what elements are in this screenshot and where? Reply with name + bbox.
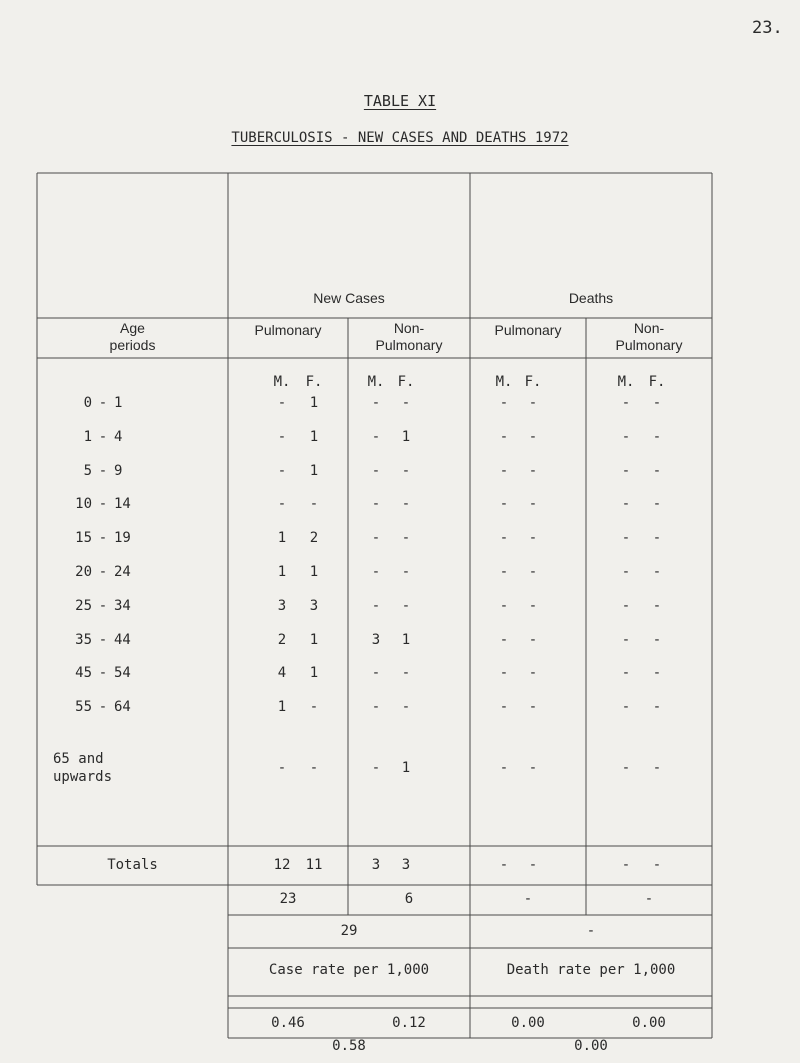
table-cell: - [499,395,509,411]
header-m: M. [617,374,635,390]
age-from: 45 [75,665,92,681]
age-dash: - [98,429,108,445]
table-cell: - [652,699,662,715]
grand-total-deaths: - [586,923,596,939]
table-title: TABLE XI [363,92,437,110]
age-from: 25 [75,598,92,614]
header-age: Age [120,320,145,336]
table-cell: - [621,699,631,715]
header-death-pulmonary: Pulmonary [494,322,562,338]
age-period [60,632,170,648]
table-cell: - [621,429,631,445]
table-cell: 3 [371,632,381,648]
age-dash: - [98,632,108,648]
table-cell: 1 [309,429,319,445]
table-cell: - [652,665,662,681]
table-cell: - [528,463,538,479]
table-cell: - [652,429,662,445]
subtotal-new-non-pulmonary: 6 [404,891,414,907]
age-to: 64 [114,699,131,715]
table-cell: - [499,429,509,445]
table-cell: 2 [309,530,319,546]
table-cell: 2 [277,632,287,648]
totals-cell: 12 [273,857,291,873]
table-cell: - [652,564,662,580]
table-cell: - [528,665,538,681]
table-cell: - [652,395,662,411]
table-cell: - [652,530,662,546]
header-f: F. [648,374,666,390]
age-dash: - [98,463,108,479]
table-cell: - [371,496,381,512]
age-period [60,530,170,546]
table-cell: - [309,496,319,512]
table-cell: 1 [309,463,319,479]
age-dash: - [98,699,108,715]
table-cell: - [621,463,631,479]
header-new-cases: New Cases [313,290,385,306]
table-cell: 3 [309,598,319,614]
table-cell: - [528,395,538,411]
table-cell: - [371,760,381,776]
table-cell: - [401,699,411,715]
header-f: F. [397,374,415,390]
age-to: 44 [114,632,131,648]
table-cell: - [528,598,538,614]
header-new-non: Non- [393,320,425,336]
age-to: 54 [114,665,131,681]
table-cell: - [371,564,381,580]
table-cell: - [499,699,509,715]
table-cell: - [621,564,631,580]
death-rate-label: Death rate per 1,000 [506,962,676,978]
case-rate-total: 0.58 [332,1038,366,1054]
age-dash: - [98,598,108,614]
age-period [60,665,170,681]
table-cell: - [401,395,411,411]
table-cell: - [528,632,538,648]
table-cell: - [499,632,509,648]
grand-total-new-cases: 29 [340,923,358,939]
age-to: 4 [114,429,123,445]
age-from: 1 [83,429,92,445]
table-cell: - [401,496,411,512]
age-dash: - [98,564,108,580]
table-cell: - [652,760,662,776]
table-cell: 4 [277,665,287,681]
totals-label: Totals [107,857,158,873]
age-to: 24 [114,564,131,580]
header-new-non-pulmonary: Pulmonary [375,337,443,353]
table-cell: - [277,429,287,445]
table-subtitle: TUBERCULOSIS - NEW CASES AND DEATHS 1972 [231,130,569,146]
age-from: 20 [75,564,92,580]
table-cell: - [621,496,631,512]
table-cell: - [277,463,287,479]
table-cell: - [528,530,538,546]
totals-cell: - [621,857,631,873]
header-death-non: Non- [633,320,665,336]
table-cell: - [371,665,381,681]
table-cell: - [652,598,662,614]
age-period [60,395,170,411]
table-cell: - [621,665,631,681]
table-cell: 3 [277,598,287,614]
header-m: M. [367,374,385,390]
table-cell: - [528,496,538,512]
age-dash: - [98,395,108,411]
table-cell: 1 [401,760,411,776]
age-to: 19 [114,530,131,546]
table-cell: 1 [277,530,287,546]
death-rate-total: 0.00 [574,1038,608,1054]
age-period [60,496,170,512]
page-number: 23. [752,18,783,38]
table-cell: - [401,530,411,546]
header-f: F. [305,374,323,390]
table-cell: - [277,395,287,411]
table-cell: - [401,665,411,681]
table-cell: - [528,564,538,580]
table-cell: - [499,598,509,614]
table-cell: 1 [309,665,319,681]
table-cell: - [528,699,538,715]
table-cell: 1 [277,564,287,580]
age-from: 55 [75,699,92,715]
age-from: 10 [75,496,92,512]
subtotal-death-non-pulmonary: - [644,891,654,907]
age-from: 35 [75,632,92,648]
age-dash: - [98,665,108,681]
table-cell: - [499,564,509,580]
age-period [60,463,170,479]
age-to: 1 [114,395,123,411]
table-cell: - [309,699,319,715]
header-death-non-pulmonary: Pulmonary [615,337,683,353]
table-cell: - [528,429,538,445]
header-periods: periods [109,337,156,353]
table-cell: 1 [277,699,287,715]
table-cell: - [371,463,381,479]
table-cell: 1 [309,632,319,648]
table-cell: - [371,530,381,546]
table-cell: - [277,496,287,512]
table-cell: - [277,760,287,776]
table-cell: - [499,665,509,681]
age-dash: - [98,496,108,512]
table-cell: - [371,699,381,715]
table-cell: - [401,598,411,614]
table-cell: 1 [309,395,319,411]
death-rate-non-pulmonary: 0.00 [632,1015,666,1031]
table-cell: - [401,463,411,479]
table-cell: - [652,632,662,648]
table-cell: 1 [309,564,319,580]
age-period [60,699,170,715]
header-f: F. [524,374,542,390]
table-cell: - [499,530,509,546]
age-from: 0 [83,395,92,411]
case-rate-pulmonary: 0.46 [271,1015,305,1031]
header-m: M. [273,374,291,390]
table-cell: - [499,496,509,512]
table-cell: - [621,632,631,648]
table-cell: 1 [401,632,411,648]
table-cell: - [621,530,631,546]
age-from: 15 [75,530,92,546]
header-new-pulmonary: Pulmonary [254,322,322,338]
totals-cell: - [528,857,538,873]
table-cell: - [621,598,631,614]
age-from: 5 [83,463,92,479]
totals-cell: 3 [401,857,411,873]
case-rate-label: Case rate per 1,000 [268,962,430,978]
age-dash: - [98,530,108,546]
totals-cell: - [652,857,662,873]
table-cell: - [309,760,319,776]
totals-cell: 11 [305,857,323,873]
age-to: 9 [114,463,123,479]
age-label-65: 65 and [53,751,104,767]
table-cell: - [652,496,662,512]
table-cell: - [621,760,631,776]
table-cell: - [401,564,411,580]
age-period [60,564,170,580]
death-rate-pulmonary: 0.00 [511,1015,545,1031]
subtotal-death-pulmonary: - [523,891,533,907]
subtotal-new-pulmonary: 23 [279,891,297,907]
totals-cell: - [499,857,509,873]
age-to: 14 [114,496,131,512]
case-rate-non-pulmonary: 0.12 [392,1015,426,1031]
table-cell: - [371,429,381,445]
table-cell: - [621,395,631,411]
age-label-upwards: upwards [53,769,113,785]
table-cell: - [652,463,662,479]
age-period [60,598,170,614]
age-period [60,429,170,445]
header-m: M. [495,374,513,390]
table-cell: - [499,760,509,776]
header-deaths: Deaths [568,290,614,306]
age-to: 34 [114,598,131,614]
table-cell: - [528,760,538,776]
table-cell: - [371,395,381,411]
table-cell: - [499,463,509,479]
totals-cell: 3 [371,857,381,873]
table-cell: - [371,598,381,614]
table-cell: 1 [401,429,411,445]
